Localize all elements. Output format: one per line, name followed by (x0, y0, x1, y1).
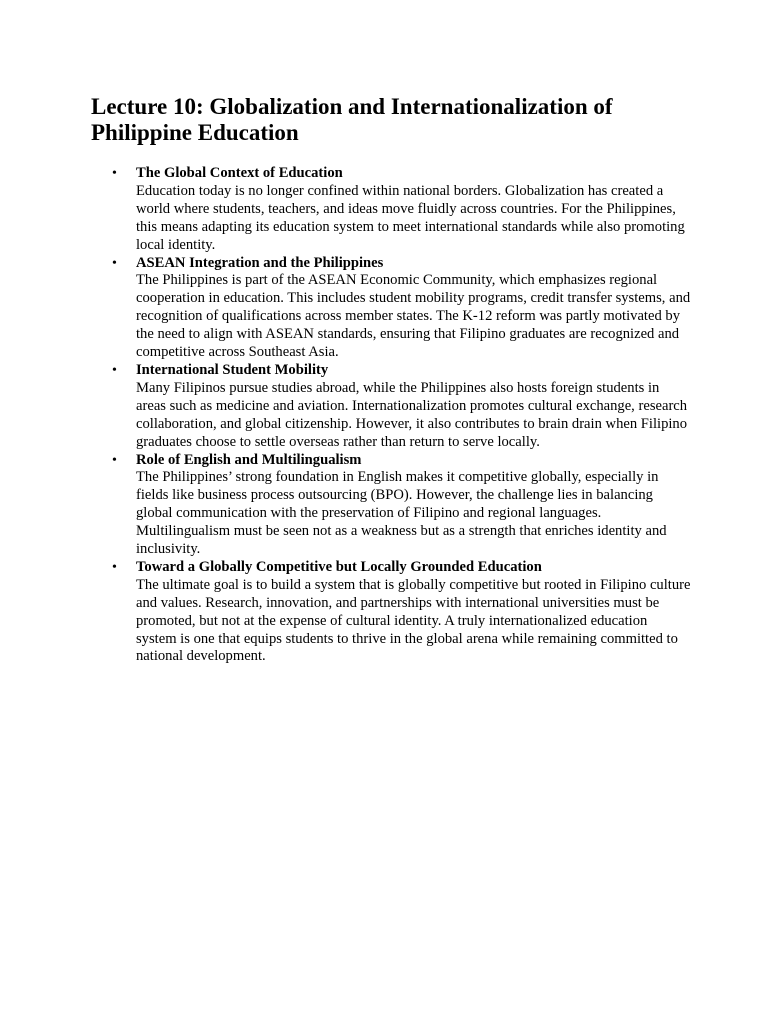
bullet-icon: • (112, 255, 117, 271)
section-heading: Toward a Globally Competitive but Locally Grounded Education (136, 558, 542, 575)
list-item-asean-integration (91, 255, 691, 362)
page-title: Lecture 10: Globalization and Internationalization of Philippine Education (91, 94, 613, 145)
list-item-globally-competitive (91, 559, 691, 666)
list-item-student-mobility (91, 362, 691, 452)
list-item-english-multilingualism (91, 452, 691, 559)
section-text: The Philippines’ strong foundation in English makes it competitive globally, especially in fields like business process outsourcing (BPO). However, the challenge lies in balancing global communication with the preservation of Filipino and regional languages. Multilingualism must be seen not as a weakness but as a strength that enriches identity and inclusivity. (136, 469, 667, 558)
bullet-icon: • (112, 362, 117, 378)
section-heading: The Global Context of Education (136, 165, 343, 181)
section-heading: Role of English and Multilingualism (136, 451, 362, 468)
section-text: Many Filipinos pursue studies abroad, while the Philippines also hosts foreign students in areas such as medicine and aviation. Internationalization promotes cultural exchange, research collaboration, and global citizenship. However, it also contributes to brain drain when Filipino graduates choose to settle overseas rather than return to serve locally. (136, 379, 688, 450)
bullet-icon: • (112, 166, 117, 181)
bullet-icon: • (112, 452, 117, 468)
list-item-global-context (91, 165, 691, 255)
section-text: The ultimate goal is to build a system that is globally competitive but rooted in Filipino culture and values. Research, innovation, and partnerships with international universities must be promoted, but not at the expense of cultural identity. A truly internationalized education system is one that equips students to thrive in the global arena while remaining committed to national development. (136, 576, 691, 665)
section-text: The Philippines is part of the ASEAN Economic Community, which emphasizes regional cooperation in education. This includes student mobility programs, credit transfer systems, and recognition of qualifications across member states. The K-12 reform was partly motivated by the need to align with ASEAN standards, ensuring that Filipino graduates are recognized and competitive across Southeast Asia. (136, 272, 691, 361)
bullet-icon: • (112, 559, 117, 575)
section-heading: International Student Mobility (136, 361, 329, 378)
section-text: Education today is no longer confined within national borders. Globalization has created a world where students, teachers, and ideas move fluidly across countries. For the Philippines, this means adapting its education system to meet international standards while also promoting local identity. (136, 182, 685, 253)
section-heading: ASEAN Integration and the Philippines (136, 254, 384, 271)
section-list (91, 165, 691, 666)
